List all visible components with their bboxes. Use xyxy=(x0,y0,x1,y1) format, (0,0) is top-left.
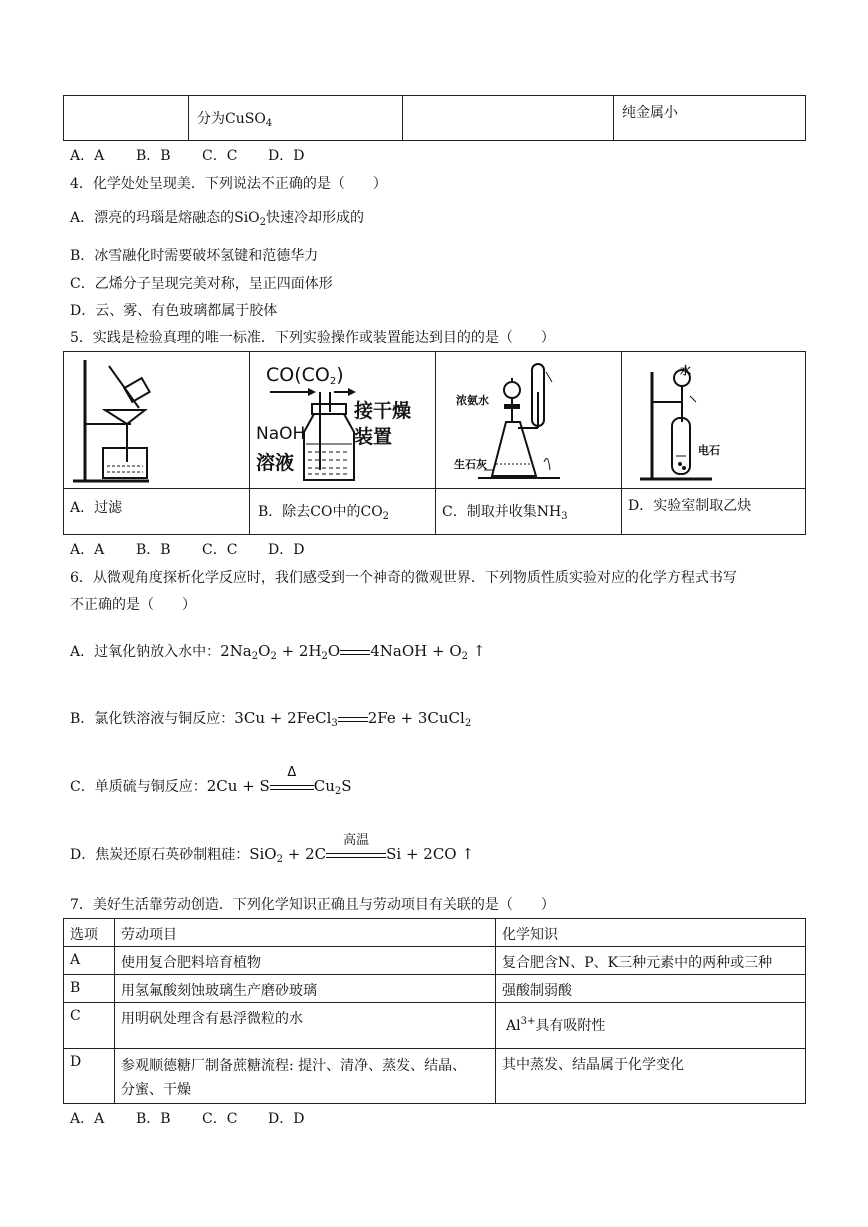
q3-options xyxy=(70,146,334,166)
top-cell-2: 分为CuSO$_4$ xyxy=(189,96,403,141)
q5-stem: 5．实践是检验真理的唯一标准．下列实验操作或装置能达到目的的是（ ） xyxy=(70,330,555,346)
fig-b-label-device: 装置 xyxy=(354,426,393,448)
fig-b-label-solution: 溶液 xyxy=(256,452,295,474)
q6-stem-line2: 不正确的是（ ） xyxy=(70,597,196,613)
fig-b-label-dry: 接干燥 xyxy=(354,400,412,422)
q6-option-c[interactable]: C．单质硫与铜反应：2Cu + S Δ $Cu_2S$ xyxy=(70,765,352,797)
fig-b-cell xyxy=(250,352,436,489)
q4-option-c[interactable]: C．乙烯分子呈现完美对称，呈正四面体形 xyxy=(70,276,333,292)
q4-option-a[interactable]: A．漂亮的玛瑙是熔融态的SiO$_2$快速冷却形成的 xyxy=(70,210,365,228)
option-c[interactable]: C．C xyxy=(202,1111,238,1127)
q4-option-b[interactable]: B．冰雪融化时需要破坏氢键和范德华力 xyxy=(70,248,319,264)
fig-d-cell xyxy=(622,352,806,489)
option-d[interactable]: D．D xyxy=(268,1111,305,1127)
option-c[interactable]: C．C xyxy=(202,148,238,164)
fig-b-gas-label: $CO(CO_2)$ xyxy=(266,364,344,387)
q4-stem: 4．化学处处呈现美．下列说法不正确的是（ ） xyxy=(70,176,387,192)
top-table xyxy=(63,95,806,141)
fig-d-label-carbide: 电石 xyxy=(698,444,720,457)
q6-stem-line1: 6．从微观角度探析化学反应时，我们感受到一个神奇的微观世界．下列物质性质实验对应的化学方程式书写 xyxy=(70,570,737,586)
heat-condition: Δ xyxy=(287,765,297,780)
q6-option-b[interactable]: B．氯化铁溶液与铜反应：3Cu + 2FeCl$_3$ 2Fe + 3CuCl$_2$ xyxy=(70,709,472,729)
fig-b-caption[interactable]: B．除去CO中的$CO_2$ xyxy=(250,489,436,535)
option-a[interactable]: A．A xyxy=(70,1111,105,1127)
q7-header-task: 劳动项目 xyxy=(115,919,496,947)
table-row: B 用氢氟酸刻蚀玻璃生产磨砂玻璃 强酸制弱酸 xyxy=(64,975,806,1003)
fig-a-caption[interactable]: A．过滤 xyxy=(64,489,250,535)
option-a[interactable]: A．A xyxy=(70,542,105,558)
fig-d-label-water: 水 xyxy=(680,364,691,377)
top-cell-4: 纯金属小 xyxy=(614,96,806,141)
option-b[interactable]: B．B xyxy=(136,1111,171,1127)
ammonia-apparatus-figure xyxy=(436,352,616,487)
fig-a-cell xyxy=(64,352,250,489)
q7-table xyxy=(63,918,806,1104)
q7-stem: 7．美好生活靠劳动创造．下列化学知识正确且与劳动项目有关联的是（ ） xyxy=(70,897,555,913)
fig-c-label-ammonia: 浓氨水 xyxy=(456,394,489,407)
q5-figure-table xyxy=(63,351,806,535)
option-d[interactable]: D．D xyxy=(268,148,305,164)
option-c[interactable]: C．C xyxy=(202,542,238,558)
acetylene-apparatus-figure xyxy=(622,352,802,487)
high-temp-condition: 高温 xyxy=(343,833,370,848)
fig-d-caption[interactable]: D．实验室制取乙炔 xyxy=(622,489,806,535)
q6-option-d[interactable]: D．焦炭还原石英砂制粗硅：SiO$_2$ + 2C 高温 Si + 2CO ↑ xyxy=(70,833,474,865)
fig-c-cell xyxy=(436,352,622,489)
option-b[interactable]: B．B xyxy=(136,542,171,558)
gas-wash-bottle-figure xyxy=(250,352,430,487)
fig-c-label-lime: 生石灰 xyxy=(454,458,487,471)
fig-b-label-naoh: NaOH xyxy=(256,424,306,444)
table-row: D 参观顺德糖厂制备蔗糖流程: 提汁、清净、蒸发、结晶、 分蜜、干燥 其中蒸发、结晶属于化学变化 xyxy=(64,1049,806,1104)
q7-header-knowledge: 化学知识 xyxy=(496,919,806,947)
q7-options xyxy=(70,1109,334,1129)
q4-option-d[interactable]: D．云、雾、有色玻璃都属于胶体 xyxy=(70,303,278,319)
q7-header-option: 选项 xyxy=(64,919,115,947)
filtration-apparatus-figure xyxy=(69,352,169,487)
top-cell-1 xyxy=(64,96,189,141)
table-row: C 用明矾处理含有悬浮微粒的水 $Al^{3+}$具有吸附性 xyxy=(64,1003,806,1049)
q5-options xyxy=(70,540,334,560)
fig-c-caption[interactable]: C．制取并收集$NH_3$ xyxy=(436,489,622,535)
top-cell-3 xyxy=(403,96,614,141)
option-d[interactable]: D．D xyxy=(268,542,305,558)
q6-option-a[interactable]: A．过氧化钠放入水中：$2Na_2O_2 + 2H_2O$ 4NaOH + $O_2$ ↑ xyxy=(70,642,486,662)
option-a[interactable]: A．A xyxy=(70,148,105,164)
table-row: A 使用复合肥料培育植物 复合肥含N、P、K三种元素中的两种或三种 xyxy=(64,947,806,975)
option-b[interactable]: B．B xyxy=(136,148,171,164)
